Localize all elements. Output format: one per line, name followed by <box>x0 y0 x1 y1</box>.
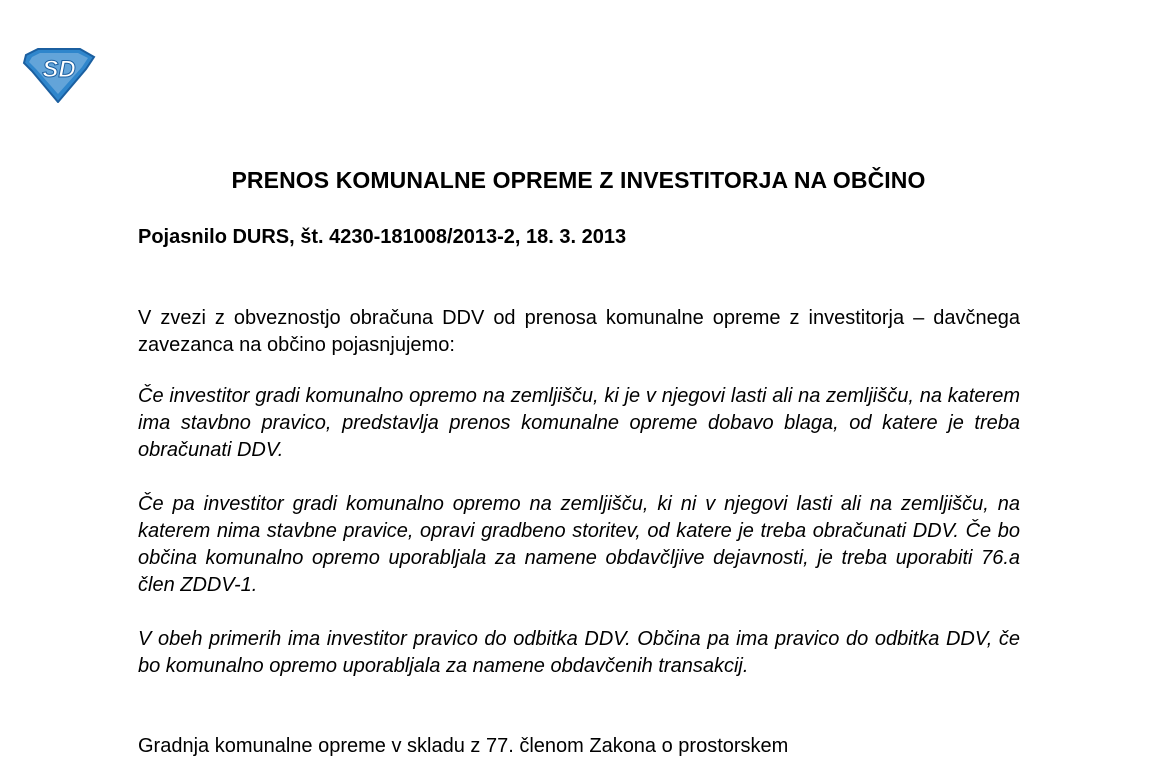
paragraph-deduction-right: V obeh primerih ima investitor pravico do odbitka DDV. Občina pa ima pravico do odbitka DDV, če bo komunalno opremo uporabljala za namene obdavčenih transakcij. <box>138 628 1020 677</box>
paragraph-construction: Gradnja komunalne opreme v skladu z 77. členom Zakona o prostorskem <box>138 735 789 757</box>
sd-shield-logo <box>22 47 96 103</box>
paragraph-intro: V zvezi z obveznostjo obračuna DDV od prenosa komunalne opreme z investitorja – davčnega zavezanca na občino pojasnjujemo: <box>138 307 1020 356</box>
paragraph-case-ownership: Če investitor gradi komunalno opremo na zemljišču, ki je v njegovi lasti ali na zemljišču, na katerem ima stavbno pravico, predstavlja prenos komunalne opreme dobavo blaga, od katere je treba obračunati DDV. <box>138 385 1020 461</box>
document-subtitle: Pojasnilo DURS, št. 4230-181008/2013-2, 18. 3. 2013 <box>138 226 627 248</box>
document-title: PRENOS KOMUNALNE OPREME Z INVESTITORJA NA OBČINO <box>231 167 926 193</box>
logo-text: SD <box>42 56 76 83</box>
paragraph-case-no-ownership: Če pa investitor gradi komunalno opremo na zemljišču, ki ni v njegovi lasti ali na zemljišču, na katerem nima stavbne pravice, opravi gradbeno storitev, od katere je treba obračunati DDV. Če bo občina komunalno opremo uporabljala za namene obdavčljive dejavnosti, je treba uporabiti 76.a člen ZDDV-1. <box>138 493 1020 596</box>
